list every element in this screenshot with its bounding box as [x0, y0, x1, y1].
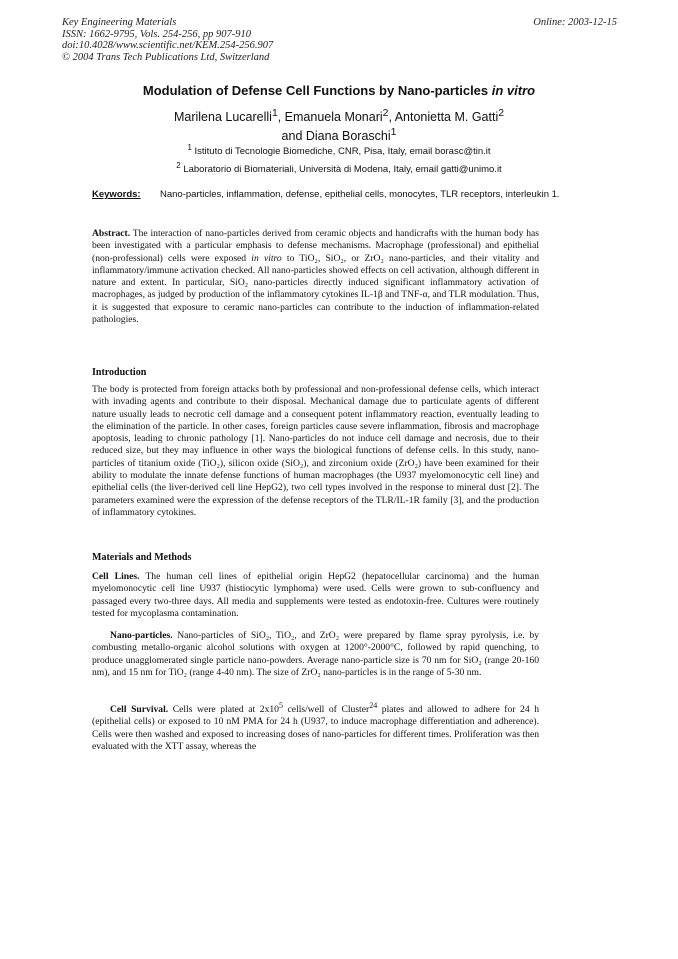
- author-3-sup: 2: [498, 108, 505, 119]
- cell-survival-label: Cell Survival.: [110, 704, 169, 716]
- nano-particles-paragraph: [92, 630, 539, 679]
- cell-survival-text-1: Cells were plated at 2x10: [168, 704, 279, 716]
- nano-particles-text: Nano-particles of SiO₂, TiO₂, and ZrO₂ were prepared by flame spray pyrolysis, i.e. by combusting metallo-organic alcohol solutions with oxygen at 1200°-2000°C, followed by rapid quenching, to produce unagglomerated single particle nano-powders. Average nano-particle size is 70 nm for SiO₂ (range 20-160 nm), and 15 nm for TiO₂ (range 4-40 nm). The size of ZrO₂ nano-particles is in the range of 5-30 nm.: [92, 630, 539, 678]
- author-2: , Emanuela Monari: [277, 110, 383, 125]
- abstract-label: Abstract.: [92, 228, 131, 239]
- affiliation-1-sup: 1: [187, 143, 192, 152]
- cell-survival-sup-2: 24: [369, 701, 378, 710]
- author-list: [0, 106, 678, 144]
- cell-survival-text-2: cells/well of Cluster: [282, 704, 370, 716]
- abstract-text-1: The interaction of nano-particles derived from ceramic objects and handicrafts with the human body has been investigated with a particular emphasis to defense mechanisms. Macrophage (professional) and epithelial (non-professional) cells were exposed: [92, 228, 539, 264]
- author-3: , Antonietta M. Gatti: [388, 110, 499, 125]
- author-1-sup: 1: [271, 108, 278, 119]
- journal-copyright: © 2004 Trans Tech Publications Ltd, Switzerland: [62, 51, 270, 63]
- cell-survival-sup-1: 5: [278, 701, 283, 710]
- abstract-text-2: to TiO₂, SiO₂, or ZrO₂ nano-particles, and their vitality and inflammatory/immune activation checked. All nano-particles showed effects on cell activation, although different in nature and extent. In particular, SiO₂ nano-particles directly induced significant inflammatory activation of macrophages, as judged by production of the inflammatory cytokines IL-1β and TNF-α, and TLR modulation. Thus, it is suggested that exposure to ceramic nano-particles can contribute to the induction of inflammation-related pathologies.: [92, 252, 539, 326]
- keywords-label: Keywords:: [92, 189, 141, 200]
- nano-particles-label: Nano-particles.: [110, 630, 173, 641]
- author-2-sup: 2: [382, 108, 389, 119]
- methods-heading: Materials and Methods: [92, 552, 192, 563]
- journal-name: Key Engineering Materials: [62, 17, 177, 28]
- title-main: Modulation of Defense Cell Functions by Nano-particles: [142, 83, 492, 98]
- cell-survival-paragraph: [92, 700, 539, 753]
- author-4: and Diana Boraschi: [281, 129, 391, 144]
- journal-doi: doi:10.4028/www.scientific.net/KEM.254-256.907: [62, 40, 274, 52]
- cell-lines-label: Cell Lines.: [92, 571, 140, 582]
- affiliation-1: [0, 143, 678, 157]
- abstract-italic: in vitro: [251, 252, 282, 264]
- affiliation-2: [0, 161, 678, 175]
- introduction-heading: Introduction: [92, 367, 147, 378]
- affiliation-2-sup: 2: [176, 161, 181, 170]
- affiliation-2-text: Laboratorio di Biomateriali, Università di Modena, Italy, email gatti@unimo.it: [180, 164, 502, 176]
- cell-survival-text-3: plates and allowed to adhere for 24 h (epithelial cells) or exposed to 10 nM PMA for 24 h (U937, to induce macrophage differentiation and adherence). Cells were then washed and exposed to increasing doses of nano-particles for different times. Proliferation was then evaluated with the XTT assay, whereas the: [92, 704, 540, 753]
- title-italic: in vitro: [491, 83, 536, 98]
- online-date: Online: 2003-12-15: [533, 17, 617, 28]
- cell-lines-paragraph: [92, 571, 539, 620]
- affiliation-1-text: Istituto di Tecnologie Biomediche, CNR, Pisa, Italy, email borasc@tin.it: [191, 146, 491, 158]
- paper-title: [0, 83, 678, 98]
- journal-issn: ISSN: 1662-9795, Vols. 254-256, pp 907-910: [62, 28, 251, 40]
- keywords-text: Nano-particles, inflammation, defense, epithelial cells, monocytes, TLR receptors, interleukin 1.: [160, 189, 560, 200]
- author-1: Marilena Lucarelli: [173, 110, 272, 125]
- author-4-sup: 1: [390, 127, 397, 139]
- introduction-text: The body is protected from foreign attacks both by professional and non-professional defense cells, which interact with invading agents and contribute to their disposal. Mechanical damage due to particulate agents of different nature usually leads to necrotic cell damage and a consequent potent inflammatory reaction, eventually leading to the elimination of the particle. In other cases, foreign particles cause severe inflammation, fibrosis and macrophage apoptosis, leading to chronic pathology [1]. Nano-particles do not induce cell damage and necrosis, due to their reduced size, but they may influence in other ways the biological functions of defense cells. In this study, nano-particles of titanium oxide (TiO₂), silicon oxide (SiO₂), and zirconium oxide (ZrO₂) have been examined for their ability to modulate the innate defense functions of human macrophages (the U937 myelomonocytic cell line) and epithelial cells (the liver-derived cell line HepG2), two cell types involved in the response to mineral dust [2]. The parameters examined were the expression of the defense receptors of the TLR/IL-1R family [3], and the production of inflammatory cytokines.: [92, 384, 539, 518]
- cell-lines-text: The human cell lines of epithelial origin HepG2 (hepatocellular carcinoma) and the human myelomonocytic cell line U937 (histiocytic lymphoma) were used. Cells were grown to sub-confluency and passaged every two-three days. All media and supplements were tested as endotoxin-free. Cultures were routinely tested for mycoplasma contamination.: [92, 571, 539, 619]
- abstract: [92, 228, 539, 326]
- journal-header: [62, 17, 617, 63]
